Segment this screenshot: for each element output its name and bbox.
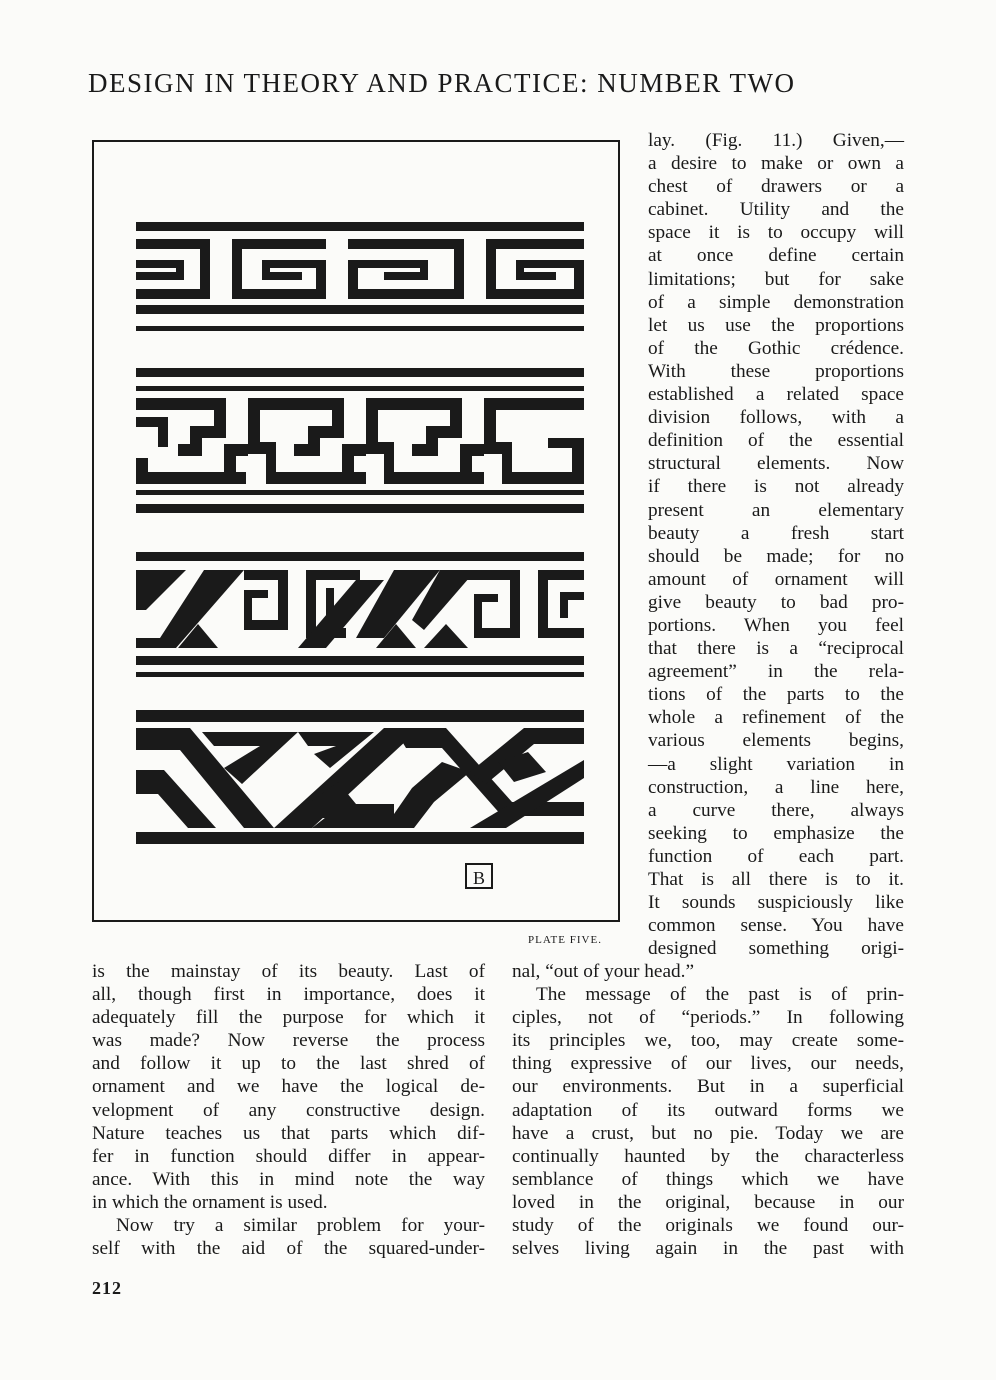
text-line: was made? Now reverse the process — [92, 1030, 485, 1052]
text-line: It sounds suspiciously like — [648, 892, 904, 914]
text-line: fer in function should differ in appear- — [92, 1145, 485, 1167]
text-line: ornament and we have the logical de- — [92, 1076, 485, 1098]
text-line: cabinet. Utility and the — [648, 199, 904, 221]
right-column-bottom-text — [512, 960, 904, 1260]
text-line: present an elementary — [648, 499, 904, 521]
text-line: let us use the proportions — [648, 314, 904, 336]
text-line: semblance of things which we have — [512, 1168, 904, 1190]
text-line: in which the ornament is used. — [92, 1191, 328, 1213]
plate-caption: PLATE FIVE. — [528, 934, 602, 946]
text-line: selves living again in the past with — [512, 1238, 904, 1260]
fret-band-2 — [136, 368, 584, 513]
text-line: ance. With this in mind note the way — [92, 1168, 485, 1190]
text-line: agreement” in the rela- — [648, 661, 904, 683]
text-line: have a crust, but no pie. Today we are — [512, 1122, 904, 1144]
text-line: of a simple demonstration — [648, 291, 904, 313]
text-line: self with the aid of the squared-under- — [92, 1238, 485, 1260]
text-line: Nature teaches us that parts which dif- — [92, 1122, 485, 1144]
text-line: —a slight variation in — [648, 753, 904, 775]
text-line: that there is a “reciprocal — [648, 638, 904, 660]
right-column-top-text — [648, 129, 904, 960]
text-line: continually haunted by the characterless — [512, 1145, 904, 1167]
text-line: adaptation of its outward forms we — [512, 1099, 904, 1121]
text-line: function of each part. — [648, 845, 904, 867]
text-line: should be made; for no — [648, 545, 904, 567]
text-line: established a related space — [648, 384, 904, 406]
text-line: if there is not already — [648, 476, 904, 498]
border-patterns-graphic — [94, 142, 618, 920]
text-line: definition of the essential — [648, 430, 904, 452]
text-line: chest of drawers or a — [648, 176, 904, 198]
text-line: adequately fill the purpose for which it — [92, 1007, 485, 1029]
plate-five-illustration — [92, 140, 620, 922]
text-line: ciples, not of “periods.” In following — [512, 1007, 904, 1029]
text-line: of the Gothic crédence. — [648, 337, 904, 359]
left-column-text — [92, 960, 485, 1260]
text-line: nal, “out of your head.” — [512, 961, 695, 982]
fret-band-4 — [136, 710, 584, 844]
text-line: is the mainstay of its beauty. Last of — [92, 961, 485, 982]
text-line: and follow it up to the last shred of — [92, 1053, 485, 1075]
text-line: at once define certain — [648, 245, 904, 267]
text-line: common sense. You have — [648, 915, 904, 937]
text-line: all, though first in importance, does it — [92, 984, 485, 1006]
text-line: loved in the original, because in our — [512, 1191, 904, 1213]
text-line: whole a refinement of the — [648, 707, 904, 729]
text-line: give beauty to bad pro- — [648, 591, 904, 613]
text-line: our environments. But in a superficial — [512, 1076, 904, 1098]
text-line: structural elements. Now — [648, 453, 904, 475]
text-line: limitations; but for sake — [648, 268, 904, 290]
text-line: designed something origi- — [648, 938, 904, 960]
text-line: lay. (Fig. 11.) Given,— — [648, 130, 904, 151]
text-line: seeking to emphasize the — [648, 822, 904, 844]
text-line: velopment of any constructive design. — [92, 1099, 485, 1121]
text-line: a curve there, always — [648, 799, 904, 821]
text-line: space it is to occupy will — [648, 222, 904, 244]
text-line: tions of the parts to the — [648, 684, 904, 706]
text-line: That is all there is to it. — [648, 869, 904, 890]
text-line: division follows, with a — [648, 407, 904, 429]
page-title: DESIGN IN THEORY AND PRACTICE: NUMBER TWO — [88, 68, 796, 98]
monogram-b: B — [472, 868, 486, 888]
text-line: a desire to make or own a — [648, 153, 904, 175]
text-line: thing expressive of our lives, our needs, — [512, 1053, 904, 1075]
text-line: The message of the past is of prin- — [536, 984, 904, 1006]
text-line: study of the originals we found our- — [512, 1215, 904, 1237]
fret-band-3 — [136, 552, 584, 677]
text-line: With these proportions — [648, 360, 904, 382]
fret-band-1 — [136, 222, 584, 331]
text-line: its principles we, too, may create some- — [512, 1030, 904, 1052]
text-line: construction, a line here, — [648, 776, 904, 798]
text-line: Now try a similar problem for your- — [116, 1215, 485, 1237]
text-line: amount of ornament will — [648, 568, 904, 590]
page-number: 212 — [92, 1278, 122, 1298]
text-line: beauty a fresh start — [648, 522, 904, 544]
text-line: various elements begins, — [648, 730, 904, 752]
text-line: portions. When you feel — [648, 614, 904, 636]
